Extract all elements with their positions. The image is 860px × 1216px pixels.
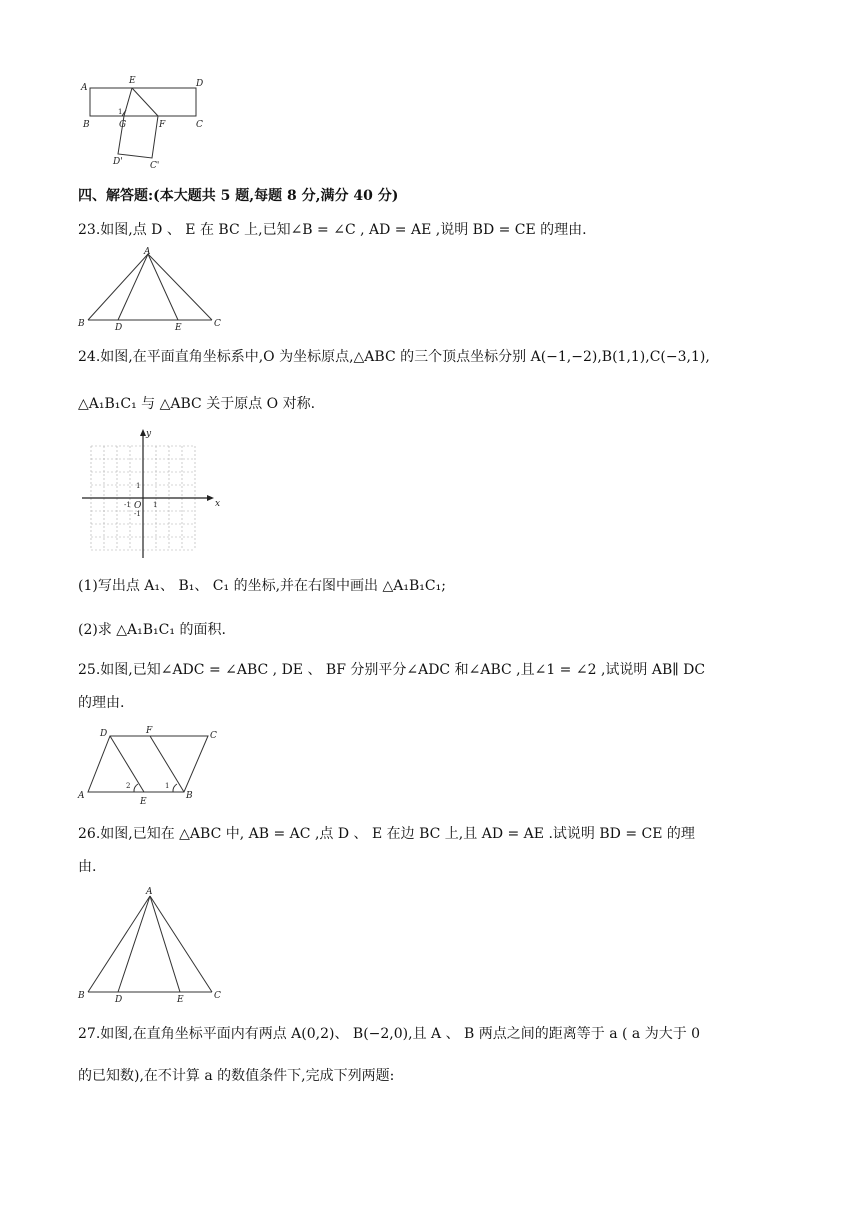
tick-x-1: 1 xyxy=(153,501,158,509)
question-27-line2: 的已知数),在不计算 a 的数值条件下,完成下列两题: xyxy=(78,1068,395,1084)
question-25-line2: 的理由. xyxy=(78,695,125,711)
label-D: D xyxy=(100,729,108,739)
label-C: C xyxy=(214,991,221,1001)
question-23-text: 23.如图,点 D 、 E 在 BC 上,已知∠B = ∠C , AD = AE ,说明 BD = CE 的理由. xyxy=(78,222,587,238)
label-A: A xyxy=(78,791,85,801)
question-24-line1: 24.如图,在平面直角坐标系中,O 为坐标原点,△ABC 的三个顶点坐标分别 A(−1,−2),B(1,1),C(−3,1), xyxy=(78,349,710,365)
tick-y-1: 1 xyxy=(136,482,141,490)
angle-label-1: 1 xyxy=(118,108,123,116)
section-title: 四、解答题:(本大题共 5 题,每题 8 分,满分 40 分) xyxy=(78,188,399,204)
question-24-line2: △A₁B₁C₁ 与 △ABC 关于原点 O 对称. xyxy=(78,396,316,412)
angle-label-2: 2 xyxy=(126,782,131,790)
question-26-line1: 26.如图,已知在 △ABC 中, AB = AC ,点 D 、 E 在边 BC 上,且 AD = AE .试说明 BD = CE 的理 xyxy=(78,826,695,842)
label-D-prime: D' xyxy=(113,157,123,167)
label-B: B xyxy=(83,120,90,130)
label-E: E xyxy=(129,76,136,86)
label-E: E xyxy=(175,323,182,330)
label-E: E xyxy=(177,995,184,1004)
label-A: A xyxy=(146,887,153,897)
angle-label-1: 1 xyxy=(165,782,170,790)
question-26-line2: 由. xyxy=(78,859,97,875)
axis-x-label: x xyxy=(215,499,221,509)
label-C: C xyxy=(196,120,203,130)
label-D: D xyxy=(115,323,123,330)
coordinate-grid xyxy=(80,428,225,562)
question-24-part1: (1)写出点 A₁、 B₁、 C₁ 的坐标,并在右图中画出 △A₁B₁C₁; xyxy=(78,578,446,594)
label-B: B xyxy=(78,319,85,329)
label-A: A xyxy=(81,83,88,93)
label-F: F xyxy=(146,726,153,736)
label-E: E xyxy=(140,797,147,807)
label-C: C xyxy=(214,319,221,329)
question-25-line1: 25.如图,已知∠ADC = ∠ABC , DE 、 BF 分别平分∠ADC 和∠ABC ,且∠1 = ∠2 ,试说明 AB∥ DC xyxy=(78,662,706,678)
origin-label: O xyxy=(134,501,142,511)
question-24-part2: (2)求 △A₁B₁C₁ 的面积. xyxy=(78,622,226,638)
tick-y-neg1: -1 xyxy=(134,510,141,518)
tick-x-neg1: -1 xyxy=(124,501,131,509)
label-C: C xyxy=(210,731,217,741)
label-C-prime: C' xyxy=(150,161,160,171)
label-D: D xyxy=(196,79,204,89)
label-F: F xyxy=(159,120,166,130)
label-B: B xyxy=(78,991,85,1001)
label-A: A xyxy=(144,247,151,257)
q26-triangle-figure xyxy=(76,886,226,1004)
q23-triangle-figure xyxy=(76,246,226,330)
label-G: G xyxy=(119,120,127,130)
label-D: D xyxy=(115,995,123,1004)
axis-y-label: y xyxy=(146,429,152,439)
q25-parallelogram-figure xyxy=(76,724,226,808)
label-B: B xyxy=(186,791,193,801)
fold-rectangle-figure xyxy=(78,72,208,172)
question-27-line1: 27.如图,在直角坐标平面内有两点 A(0,2)、 B(−2,0),且 A 、 B 两点之间的距离等于 a ( a 为大于 0 xyxy=(78,1026,701,1042)
